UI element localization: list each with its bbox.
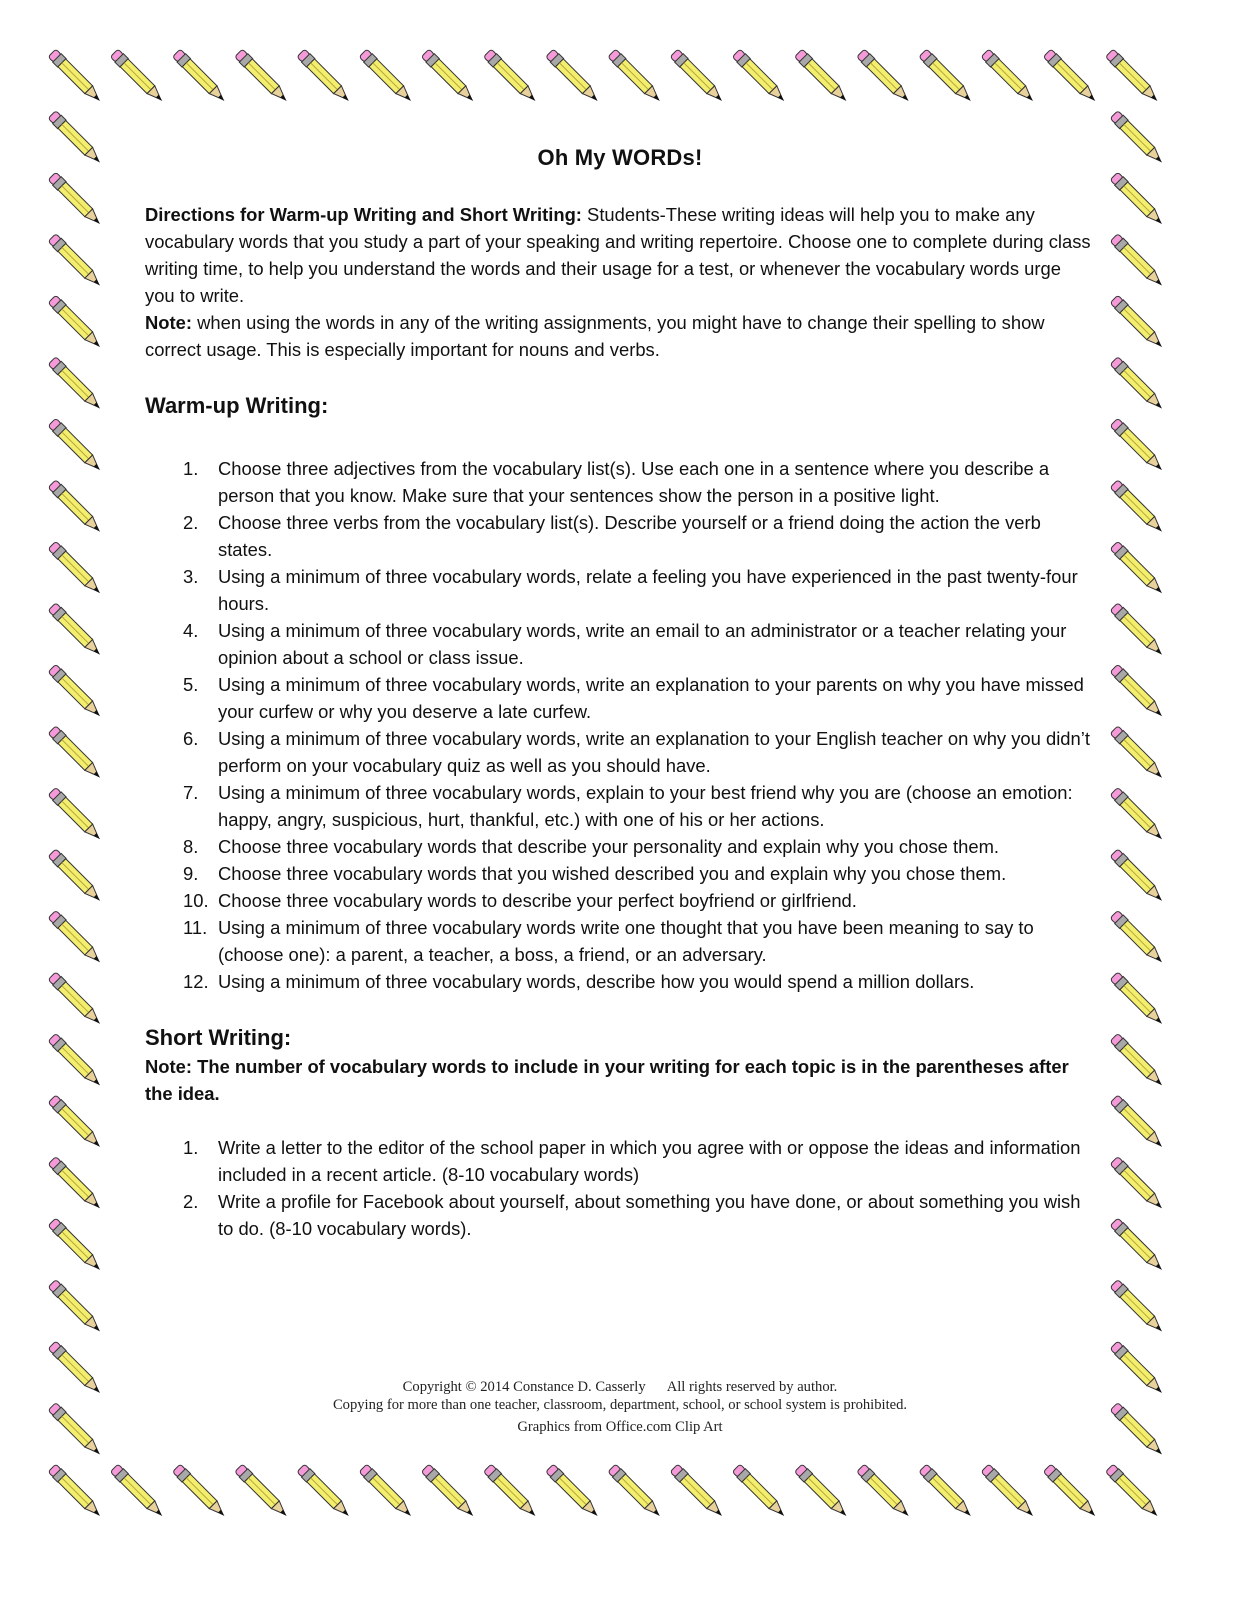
- warmup-item-text: Choose three vocabulary words that you wished described you and explain why you chose them.: [218, 863, 1007, 884]
- pencil-icon: [1110, 418, 1167, 475]
- warmup-item: [183, 617, 1095, 671]
- pencil-icon: [545, 1464, 602, 1521]
- warmup-item: [183, 455, 1095, 509]
- pencil-icon: [48, 418, 105, 475]
- warmup-item-number: 8.: [183, 836, 199, 857]
- warmup-item: [183, 887, 1095, 914]
- pencil-icon: [48, 1402, 105, 1459]
- pencil-icon: [110, 1464, 167, 1521]
- page-title: Oh My WORDs!: [537, 145, 703, 170]
- pencil-icon: [1110, 1033, 1167, 1090]
- pencil-icon: [1105, 49, 1162, 106]
- warmup-item-text: Using a minimum of three vocabulary words, write an email to an administrator or a teacher relating your opinion about a school or class issue.: [218, 620, 1067, 668]
- worksheet-content: [145, 145, 1095, 1242]
- pencil-icon: [172, 1464, 229, 1521]
- footer: [145, 1378, 1095, 1436]
- pencil-icon: [1110, 1156, 1167, 1213]
- pencil-icon: [48, 49, 105, 106]
- pencil-icon: [48, 787, 105, 844]
- pencil-icon: [794, 49, 851, 106]
- pencil-icon: [48, 602, 105, 659]
- pencil-icon: [48, 1033, 105, 1090]
- short-writing-heading: Short Writing:: [145, 1025, 292, 1050]
- pencil-icon: [48, 1218, 105, 1275]
- directions-label: Directions for Warm-up Writing and Short Writing:: [145, 204, 582, 225]
- short-writing-list: [145, 1134, 1095, 1242]
- warmup-item-text: Using a minimum of three vocabulary words, relate a feeling you have experienced in the past twenty-four hours.: [218, 566, 1078, 614]
- pencil-icon: [919, 49, 976, 106]
- pencil-icon: [670, 49, 727, 106]
- warmup-item-number: 10.: [183, 890, 209, 911]
- warmup-item-text: Using a minimum of three vocabulary words, explain to your best friend why you are (choose an emotion: happy, angry, suspicious, hurt, thankful, etc.) with one of his or her actions.: [218, 782, 1073, 830]
- pencil-icon: [234, 1464, 291, 1521]
- pencil-icon: [1110, 1341, 1167, 1398]
- warmup-item-text: Choose three adjectives from the vocabulary list(s). Use each one in a sentence where you describe a person that you know. Make sure that your sentences show the person in a positive light.: [218, 458, 1050, 506]
- short-item-text: Write a profile for Facebook about yourself, about something you have done, or about something you wish to do. (8-10 vocabulary words).: [218, 1191, 1081, 1239]
- warmup-item-number: 7.: [183, 782, 199, 803]
- pencil-icon: [732, 1464, 789, 1521]
- warmup-item-text: Choose three vocabulary words that describe your personality and explain why you chose them.: [218, 836, 1000, 857]
- pencil-icon: [981, 49, 1038, 106]
- pencil-icon: [608, 49, 665, 106]
- short-item: [183, 1188, 1095, 1242]
- pencil-icon: [1105, 1464, 1162, 1521]
- pencil-icon: [48, 972, 105, 1029]
- warmup-item: [183, 725, 1095, 779]
- pencil-icon: [1110, 479, 1167, 536]
- short-item-text: Write a letter to the editor of the school paper in which you agree with or oppose the ideas and information included in a recent article. (8-10 vocabulary words): [218, 1137, 1081, 1185]
- pencil-icon: [794, 1464, 851, 1521]
- copying-notice: Copying for more than one teacher, classroom, department, school, or school system is prohibited.: [332, 1397, 908, 1413]
- pencil-icon: [1110, 1402, 1167, 1459]
- pencil-icon: [48, 910, 105, 967]
- pencil-icon: [1043, 1464, 1100, 1521]
- pencil-icon: [1110, 848, 1167, 905]
- pencil-icon: [1110, 972, 1167, 1029]
- pencil-icon: [48, 356, 105, 413]
- pencil-icon: [732, 49, 789, 106]
- pencil-icon: [1110, 787, 1167, 844]
- pencil-icon: [359, 49, 416, 106]
- pencil-icon: [48, 295, 105, 352]
- note-text: when using the words in any of the writing assignments, you might have to change their spelling to show correct usage. This is especially important for nouns and verbs.: [145, 312, 1045, 360]
- short-item-number: 2.: [183, 1191, 199, 1212]
- pencil-icon: [1110, 1218, 1167, 1275]
- warmup-item-number: 5.: [183, 674, 199, 695]
- warmup-item: [183, 779, 1095, 833]
- pencil-icon: [172, 49, 229, 106]
- pencil-icon: [1110, 295, 1167, 352]
- copyright-line: Copyright © 2014 Constance D. Casserly All rights reserved by author.: [402, 1379, 838, 1395]
- pencil-icon: [608, 1464, 665, 1521]
- warmup-item: [183, 563, 1095, 617]
- warmup-item-number: 9.: [183, 863, 199, 884]
- warmup-item: [183, 914, 1095, 968]
- pencil-icon: [48, 479, 105, 536]
- pencil-icon: [48, 1341, 105, 1398]
- pencil-icon: [981, 1464, 1038, 1521]
- pencil-icon: [48, 725, 105, 782]
- pencil-icon: [359, 1464, 416, 1521]
- pencil-icon: [48, 233, 105, 290]
- graphics-credit: Graphics from Office.com Clip Art: [517, 1419, 723, 1435]
- pencil-icon: [48, 1279, 105, 1336]
- warmup-item-number: 6.: [183, 728, 199, 749]
- pencil-icon: [1110, 541, 1167, 598]
- warmup-item-text: Choose three verbs from the vocabulary list(s). Describe yourself or a friend doing the action the verb states.: [218, 512, 1041, 560]
- warmup-item-text: Using a minimum of three vocabulary words, write an explanation to your parents on why you have missed your curfew or why you deserve a late curfew.: [218, 674, 1084, 722]
- short-writing-note: Note: The number of vocabulary words to include in your writing for each topic is in the parentheses after the idea.: [145, 1056, 1069, 1104]
- warmup-list: [145, 455, 1095, 995]
- pencil-icon: [1043, 49, 1100, 106]
- pencil-icon: [1110, 725, 1167, 782]
- pencil-icon: [545, 49, 602, 106]
- pencil-icon: [48, 664, 105, 721]
- pencil-icon: [483, 49, 540, 106]
- warmup-item-text: Using a minimum of three vocabulary words write one thought that you have been meaning to say to (choose one): a parent, a teacher, a boss, a friend, or an adversary.: [218, 917, 1034, 965]
- warmup-heading: Warm-up Writing:: [145, 393, 329, 418]
- warmup-item-number: 3.: [183, 566, 199, 587]
- pencil-icon: [1110, 1279, 1167, 1336]
- warmup-item: [183, 509, 1095, 563]
- pencil-icon: [48, 1095, 105, 1152]
- pencil-icon: [1110, 233, 1167, 290]
- pencil-icon: [110, 49, 167, 106]
- pencil-icon: [856, 1464, 913, 1521]
- pencil-icon: [1110, 172, 1167, 229]
- warmup-item-number: 2.: [183, 512, 199, 533]
- pencil-icon: [1110, 910, 1167, 967]
- note-label: Note:: [145, 312, 192, 333]
- pencil-icon: [919, 1464, 976, 1521]
- pencil-icon: [421, 49, 478, 106]
- directions-text: Students-These writing ideas will help you to make any vocabulary words that you study a part of your speaking and writing repertoire. Choose one to complete during class writing time, to help you understand the words and their usage for a test, or whenever the vocabulary words urge you to write.: [145, 204, 1091, 306]
- pencil-icon: [1110, 356, 1167, 413]
- warmup-item-text: Using a minimum of three vocabulary words, describe how you would spend a million dollars.: [218, 971, 975, 992]
- pencil-icon: [48, 1156, 105, 1213]
- pencil-icon: [48, 1464, 105, 1521]
- warmup-item-number: 11.: [183, 917, 208, 938]
- pencil-icon: [297, 1464, 354, 1521]
- warmup-item: [183, 671, 1095, 725]
- pencil-icon: [1110, 110, 1167, 167]
- warmup-item-text: Using a minimum of three vocabulary words, write an explanation to your English teacher on why you didn’t perform on your vocabulary quiz as well as you should have.: [218, 728, 1090, 776]
- warmup-item: [183, 860, 1095, 887]
- pencil-icon: [48, 110, 105, 167]
- directions-paragraph: [145, 201, 1095, 363]
- pencil-icon: [297, 49, 354, 106]
- warmup-item-text: Choose three vocabulary words to describe your perfect boyfriend or girlfriend.: [218, 890, 857, 911]
- warmup-item: [183, 968, 1095, 995]
- warmup-item-number: 12.: [183, 971, 209, 992]
- short-item-number: 1.: [183, 1137, 199, 1158]
- pencil-icon: [483, 1464, 540, 1521]
- warmup-item-number: 4.: [183, 620, 199, 641]
- pencil-icon: [856, 49, 913, 106]
- pencil-icon: [48, 172, 105, 229]
- pencil-icon: [1110, 1095, 1167, 1152]
- short-item: [183, 1134, 1095, 1188]
- warmup-item-number: 1.: [183, 458, 199, 479]
- pencil-icon: [48, 848, 105, 905]
- warmup-item: [183, 833, 1095, 860]
- pencil-icon: [48, 541, 105, 598]
- pencil-icon: [1110, 602, 1167, 659]
- pencil-icon: [670, 1464, 727, 1521]
- pencil-icon: [1110, 664, 1167, 721]
- pencil-icon: [421, 1464, 478, 1521]
- pencil-icon: [234, 49, 291, 106]
